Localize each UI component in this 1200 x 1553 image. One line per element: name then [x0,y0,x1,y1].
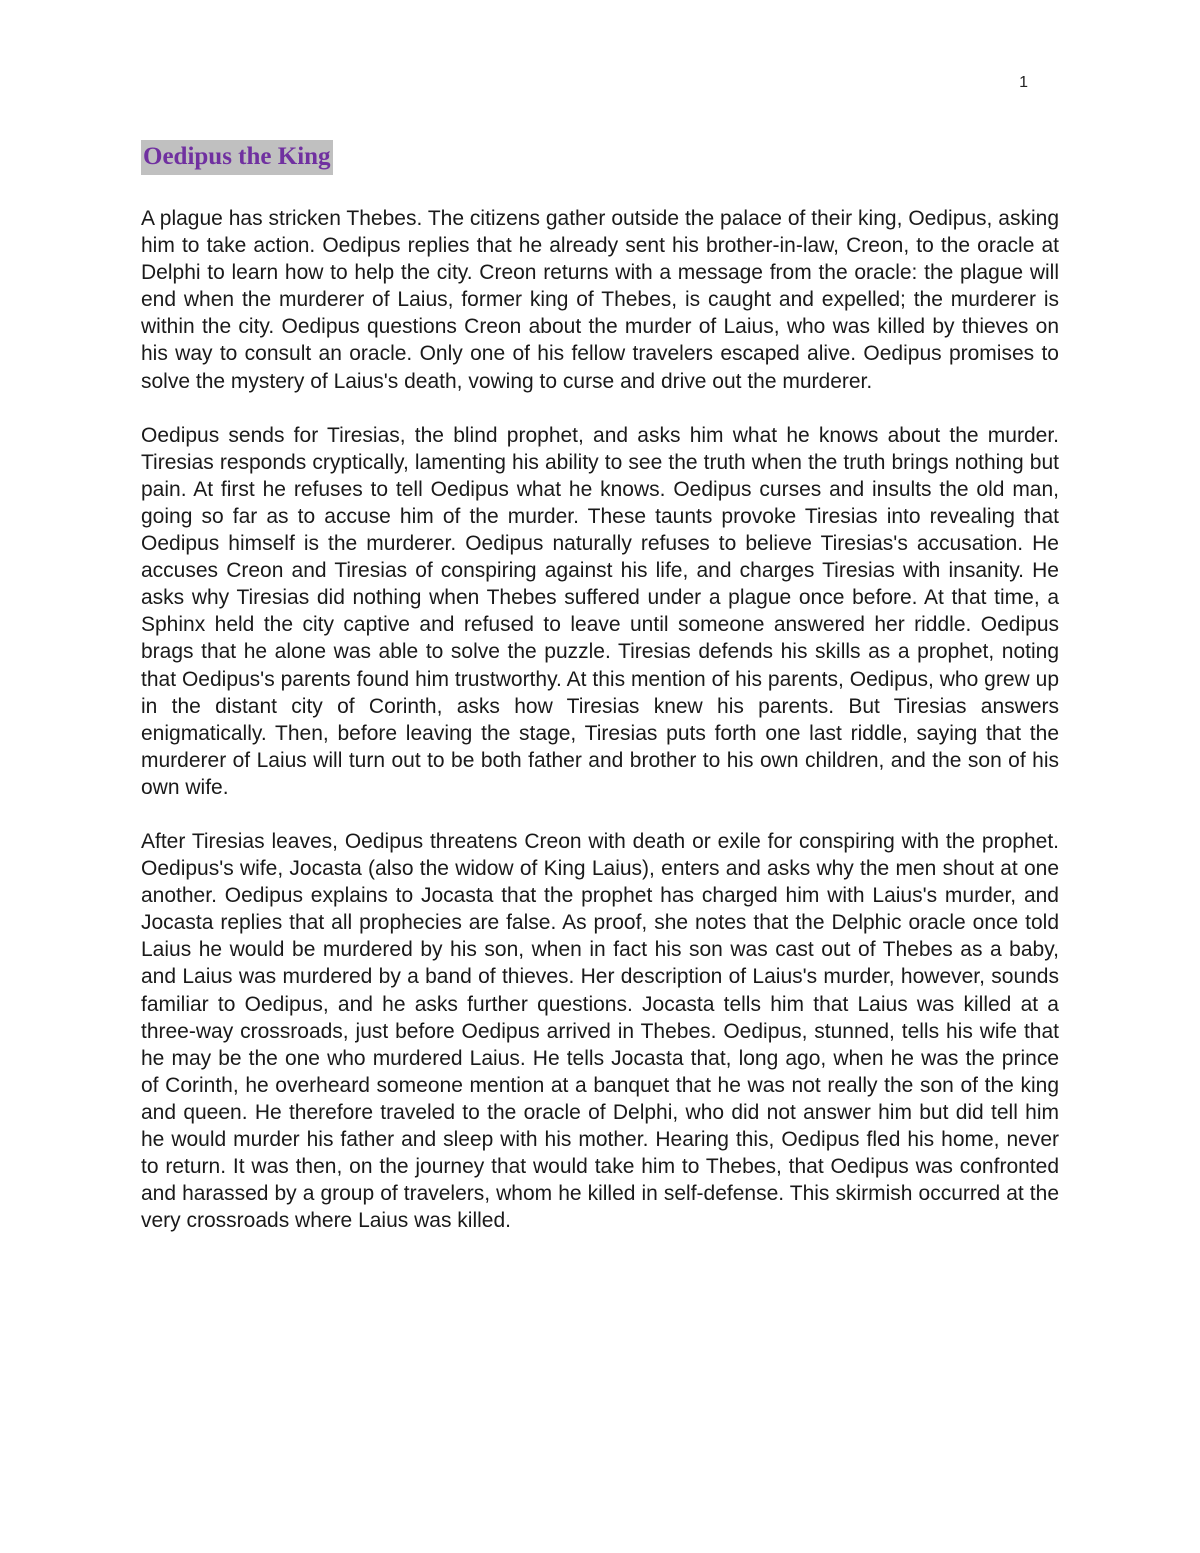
document-title: Oedipus the King [141,140,333,175]
paragraph-jocasta: After Tiresias leaves, Oedipus threatens Creon with death or exile for conspiring with the prophet. Oedipus's wife, Jocasta (also the widow of King Laius), enters and asks why the men shout at one another. Oedipus explains to Jocasta that the prophet has charged him with Laius's murder, and Jocasta replies that all prophecies are false. As proof, she notes that the Delphic oracle once told Laius he would be murdered by his son, when in fact his son was cast out of Thebes as a baby, and Laius was murdered by a band of thieves. Her description of Laius's murder, however, sounds familiar to Oedipus, and he asks further questions. Jocasta tells him that Laius was killed at a three-way crossroads, just before Oedipus arrived in Thebes. Oedipus, stunned, tells his wife that he may be the one who murdered Laius. He tells Jocasta that, long ago, when he was the prince of Corinth, he overheard someone mention at a banquet that he was not really the son of the king and queen. He therefore traveled to the oracle of Delphi, who did not answer him but did tell him he would murder his father and sleep with his mother. Hearing this, Oedipus fled his home, never to return. It was then, on the journey that would take him to Thebes, that Oedipus was confronted and harassed by a group of travelers, whom he killed in self-defense. This skirmish occurred at the very crossroads where Laius was killed. [141,829,1059,1233]
paragraph-tiresias: Oedipus sends for Tiresias, the blind prophet, and asks him what he knows about the murder. Tiresias responds cryptically, lamenting his ability to see the truth when the truth brings nothing but pain. At first he refuses to tell Oedipus what he knows. Oedipus curses and insults the old man, going so far as to accuse him of the murder. These taunts provoke Tiresias into revealing that Oedipus himself is the murderer. Oedipus naturally refuses to believe Tiresias's accusation. He accuses Creon and Tiresias of conspiring against his life, and charges Tiresias with insanity. He asks why Tiresias did nothing when Thebes suffered under a plague once before. At that time, a Sphinx held the city captive and refused to leave until someone answered her riddle. Oedipus brags that he alone was able to solve the puzzle. Tiresias defends his skills as a prophet, noting that Oedipus's parents found him trustworthy. At this mention of his parents, Oedipus, who grew up in the distant city of Corinth, asks how Tiresias knew his parents. But Tiresias answers enigmatically. Then, before leaving the stage, Tiresias puts forth one last riddle, saying that the murderer of Laius will turn out to be both father and brother to his own children, and the son of his own wife. [141,423,1059,799]
document-body [141,140,1059,1234]
page-number: 1 [1019,74,1028,91]
paragraph-plague: A plague has stricken Thebes. The citizens gather outside the palace of their king, Oedipus, asking him to take action. Oedipus replies that he already sent his brother-in-law, Creon, to the oracle at Delphi to learn how to help the city. Creon returns with a message from the oracle: the plague will end when the murderer of Laius, former king of Thebes, is caught and expelled; the murderer is within the city. Oedipus questions Creon about the murder of Laius, who was killed by thieves on his way to consult an oracle. Only one of his fellow travelers escaped alive. Oedipus promises to solve the mystery of Laius's death, vowing to curse and drive out the murderer. [141,207,1059,393]
